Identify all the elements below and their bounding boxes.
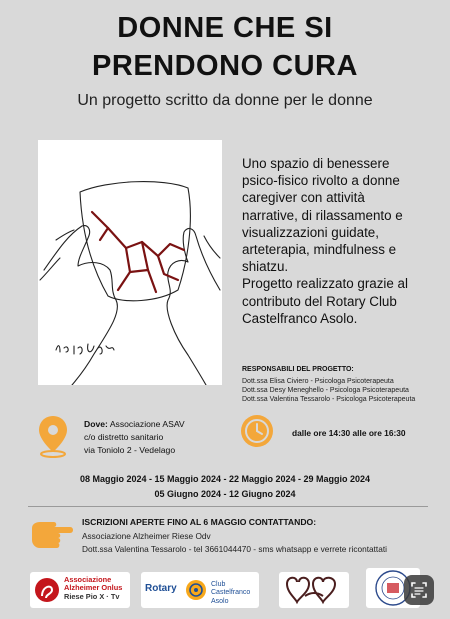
project-description	[242, 155, 440, 327]
location-name: Associazione ASAV	[109, 419, 185, 429]
description-line: arteterapia, mindfulness e	[242, 242, 397, 258]
title-line-1: DONNE CHE SI	[117, 12, 333, 44]
responsabile-line: Dott.ssa Valentina Tessarolo - Psicologa Psicoterapeuta	[242, 396, 416, 403]
dates-line-2: 05 Giugno 2024 - 12 Giugno 2024	[154, 489, 296, 499]
location-label: Dove:	[84, 419, 108, 429]
pointing-hand-icon	[30, 518, 74, 550]
scan-document-button[interactable]	[404, 575, 434, 605]
responsabili-title: RESPONSABILI DEL PROGETTO:	[242, 366, 354, 373]
description-line: contributo del Rotary Club	[242, 293, 397, 309]
responsabile-line: Dott.ssa Desy Meneghello - Psicologa Psicoterapeuta	[242, 387, 409, 394]
club-name-line: Asolo	[211, 597, 229, 605]
rotary-wheel-icon	[185, 579, 207, 601]
schedule-hours: dalle ore 14:30 alle ore 16:30	[292, 428, 406, 438]
description-line: visualizzazioni guidate,	[242, 224, 379, 240]
dates-line-1: 08 Maggio 2024 - 15 Maggio 2024 - 22 Maggio 2024 - 29 Maggio 2024	[79, 474, 371, 484]
location-line: via Toniolo 2 - Vedelago	[84, 445, 176, 455]
rotary-wordmark: Rotary	[145, 583, 177, 594]
asso-location: Riese Pio X · Tv	[64, 591, 120, 601]
registration-line: Associazione Alzheimer Riese Odv	[82, 531, 211, 541]
registration-line: Dott.ssa Valentina Tessarolo - tel 3661044470 - sms whatsapp e verrete ricontattati	[82, 544, 387, 554]
description-line: caregiver con attività	[242, 190, 365, 206]
clock-icon	[240, 414, 274, 448]
location-pin-icon	[36, 414, 70, 458]
subtitle: Un progetto scritto da donne per le donne	[77, 92, 373, 109]
hands-bowl-illustration	[38, 140, 222, 385]
responsabile-line: Dott.ssa Elisa Civiero - Psicologa Psicoterapeuta	[242, 378, 394, 385]
asso-name-line: Associazione	[64, 575, 112, 584]
description-line: psico-fisico rivolto a donne	[242, 173, 400, 189]
description-line: Castelfranco Asolo.	[242, 310, 358, 326]
location-line: c/o distretto sanitario	[84, 432, 164, 442]
description-line: shiatzu.	[242, 259, 289, 275]
rotary-club-logo	[141, 572, 259, 608]
alzheimer-association-logo	[30, 572, 130, 608]
scan-icon	[404, 575, 434, 605]
club-name-line: Club Castelfranco	[211, 581, 251, 597]
hearts-logo	[279, 572, 349, 608]
title-line-2: PRENDONO CURA	[92, 50, 358, 82]
description-line: Uno spazio di benessere	[242, 156, 390, 171]
divider	[28, 506, 428, 507]
location-block	[84, 418, 185, 457]
description-line: narrative, di rilassamento e	[242, 207, 403, 223]
asso-name-line: Alzheimer Onlus	[64, 583, 123, 593]
registration-title: ISCRIZIONI APERTE FINO AL 6 MAGGIO CONTATTANDO:	[82, 517, 317, 527]
description-line: Progetto realizzato grazie al	[242, 276, 408, 292]
